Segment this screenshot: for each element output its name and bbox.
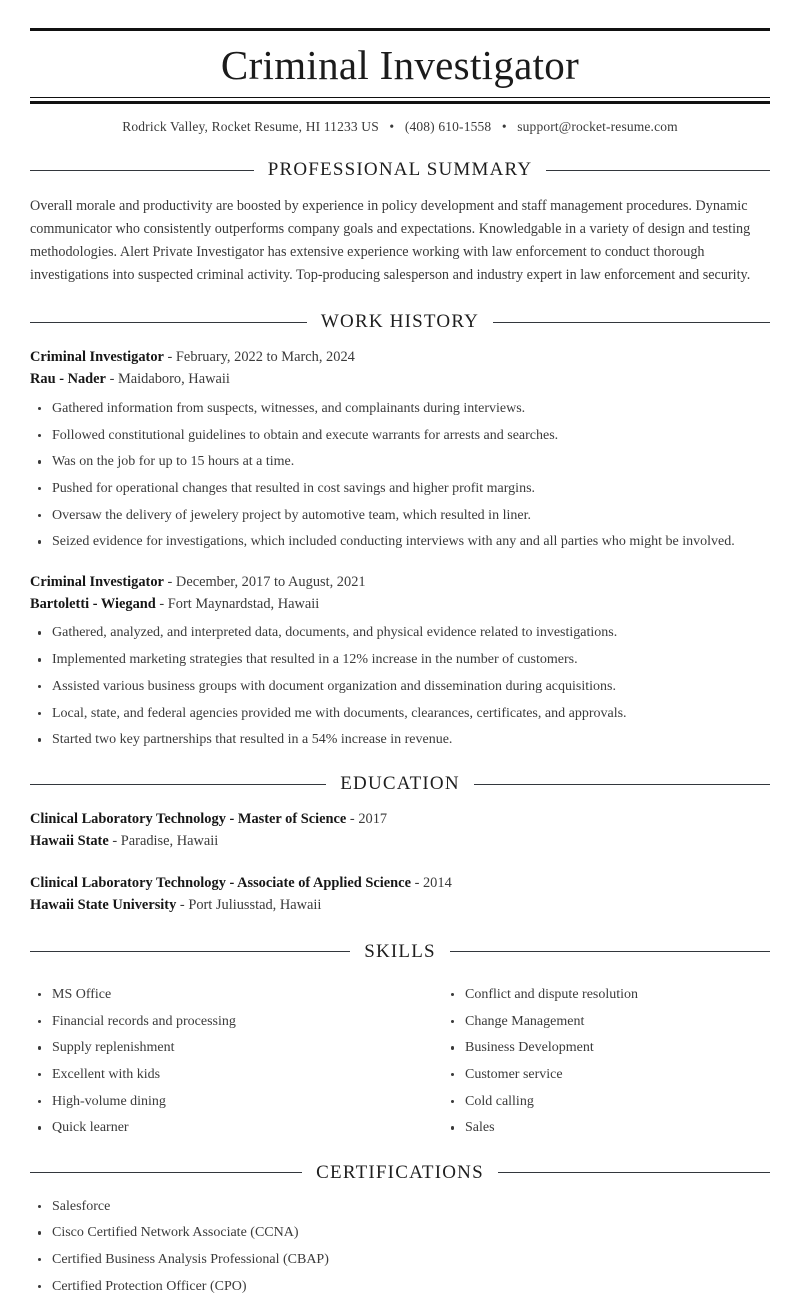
list-item: Financial records and processing xyxy=(30,1013,400,1031)
education-school: Hawaii State xyxy=(30,833,109,850)
list-item: Seized evidence for investigations, which included conducting interviews with any and all parties who might be involved. xyxy=(30,533,770,551)
education-year: 2017 xyxy=(358,811,388,828)
heading-rule-right xyxy=(498,1172,770,1173)
job-title-line xyxy=(30,347,770,369)
section-work-history xyxy=(30,311,770,749)
job-title-dash: - xyxy=(167,573,173,590)
summary-text: Overall morale and productivity are boosted by experience in policy development and staff management procedures. Dynamic communicator who consistently outperforms company goals and expectations. Knowledgable in a variety of design and testing methodologies. Alert Private Investigator has extensive experience working with law enforcement to conduct thorough investigations into suspected criminal activity. Top-producing salesperson and industry expert in law enforcement and security. xyxy=(30,198,751,284)
heading-rule-right xyxy=(493,322,770,323)
heading-rule-left xyxy=(30,1172,302,1173)
heading-rule-right xyxy=(450,951,770,952)
education-program: Clinical Laboratory Technology - Master of Science xyxy=(30,811,347,828)
skills-column-right xyxy=(400,977,770,1138)
contact-line xyxy=(30,119,770,135)
certifications-list xyxy=(30,1198,770,1296)
section-title-skills: SKILLS xyxy=(364,940,436,962)
heading-rule-left xyxy=(30,322,307,323)
section-professional-summary xyxy=(30,159,770,287)
job-company-dash: - xyxy=(109,371,115,388)
section-title-work-history: WORK HISTORY xyxy=(320,311,480,333)
job-location: Maidaboro, Hawaii xyxy=(117,371,230,388)
header-bottom-rule xyxy=(30,97,770,98)
list-item: Local, state, and federal agencies provided me with documents, clearances, certificates, and approvals. xyxy=(30,705,770,723)
education-school-line xyxy=(30,895,770,917)
education-location: Paradise, Hawaii xyxy=(120,833,219,850)
section-title-summary: PROFESSIONAL SUMMARY xyxy=(267,159,533,181)
education-school-line xyxy=(30,831,770,853)
job-dates: December, 2017 to August, 2021 xyxy=(175,573,366,590)
heading-rule-right xyxy=(546,170,770,171)
contact-email[interactable]: support@rocket-resume.com xyxy=(517,119,678,135)
list-item: Change Management xyxy=(443,1013,770,1031)
education-program-line xyxy=(30,873,770,895)
heading-rule-left xyxy=(30,170,254,171)
job-company: Bartoletti - Wiegand xyxy=(30,595,156,612)
list-item: Salesforce xyxy=(30,1198,770,1216)
list-item: Followed constitutional guidelines to obtain and execute warrants for arrests and searches. xyxy=(30,427,770,445)
job-bullet-list xyxy=(30,400,770,552)
section-heading-skills xyxy=(30,941,770,963)
job-title: Criminal Investigator xyxy=(30,573,164,590)
job-company: Rau - Nader xyxy=(30,371,106,388)
section-skills xyxy=(30,941,770,1138)
list-item: Conflict and dispute resolution xyxy=(443,986,770,1004)
list-item: High-volume dining xyxy=(30,1093,400,1111)
list-item: Certified Business Analysis Professional (CBAP) xyxy=(30,1251,770,1269)
list-item: Sales xyxy=(443,1119,770,1137)
list-item: MS Office xyxy=(30,986,400,1004)
heading-rule-left xyxy=(30,951,350,952)
skills-list-right xyxy=(443,986,770,1138)
skills-columns xyxy=(30,977,770,1138)
list-item: Excellent with kids xyxy=(30,1066,400,1084)
section-title-certifications: CERTIFICATIONS xyxy=(316,1161,484,1183)
skills-column-left xyxy=(30,977,400,1138)
section-education xyxy=(30,773,770,917)
section-certifications xyxy=(30,1162,770,1296)
resume-page xyxy=(0,28,800,1294)
education-entry xyxy=(30,809,770,853)
contact-phone: (408) 610-1558 xyxy=(404,119,492,135)
list-item: Gathered, analyzed, and interpreted data, documents, and physical evidence related to investigations. xyxy=(30,624,770,642)
job-dates: February, 2022 to March, 2024 xyxy=(175,349,355,366)
list-item: Oversaw the delivery of jewelery project by automotive team, which resulted in liner. xyxy=(30,507,770,525)
education-school-dash: - xyxy=(179,897,185,914)
job-title-dash: - xyxy=(167,349,173,366)
section-heading-certifications xyxy=(30,1162,770,1184)
education-program-line xyxy=(30,809,770,831)
list-item: Assisted various business groups with document organization and dissemination during acquisitions. xyxy=(30,678,770,696)
job-location: Fort Maynardstad, Hawaii xyxy=(167,595,320,612)
job-title-line xyxy=(30,572,770,594)
list-item: Cisco Certified Network Associate (CCNA) xyxy=(30,1224,770,1242)
section-heading-education xyxy=(30,773,770,795)
education-program-dash: - xyxy=(414,875,420,892)
education-entry xyxy=(30,873,770,917)
list-item: Supply replenishment xyxy=(30,1039,400,1057)
header-top-rule xyxy=(30,28,770,31)
section-heading-summary xyxy=(30,159,770,181)
list-item: Was on the job for up to 15 hours at a time. xyxy=(30,453,770,471)
section-title-education: EDUCATION xyxy=(340,773,460,795)
skills-list-left xyxy=(30,986,400,1138)
contact-separator-2: • xyxy=(501,119,507,135)
list-item: Cold calling xyxy=(443,1093,770,1111)
heading-rule-right xyxy=(474,784,770,785)
job-company-dash: - xyxy=(159,595,165,612)
education-program-dash: - xyxy=(349,811,355,828)
list-item: Quick learner xyxy=(30,1119,400,1137)
education-program: Clinical Laboratory Technology - Associate of Applied Science xyxy=(30,875,411,892)
job-company-line xyxy=(30,369,770,391)
section-heading-work-history xyxy=(30,311,770,333)
work-history-entry xyxy=(30,572,770,750)
job-bullet-list xyxy=(30,624,770,749)
list-item: Pushed for operational changes that resulted in cost savings and higher profit margins. xyxy=(30,480,770,498)
education-year: 2014 xyxy=(422,875,452,892)
work-history-entry xyxy=(30,347,770,551)
list-item: Started two key partnerships that resulted in a 54% increase in revenue. xyxy=(30,731,770,749)
job-company-line xyxy=(30,594,770,616)
list-item: Certified Protection Officer (CPO) xyxy=(30,1278,770,1296)
education-location: Port Juliusstad, Hawaii xyxy=(188,897,322,914)
page-title: Criminal Investigator xyxy=(220,42,580,88)
list-item: Implemented marketing strategies that resulted in a 12% increase in the number of customers. xyxy=(30,651,770,669)
contact-address: Rodrick Valley, Rocket Resume, HI 11233 US xyxy=(122,119,379,135)
heading-rule-left xyxy=(30,784,326,785)
list-item: Business Development xyxy=(443,1039,770,1057)
job-title: Criminal Investigator xyxy=(30,349,164,366)
education-school-dash: - xyxy=(112,833,118,850)
list-item: Customer service xyxy=(443,1066,770,1084)
education-school: Hawaii State University xyxy=(30,897,177,914)
contact-separator-1: • xyxy=(389,119,395,135)
list-item: Gathered information from suspects, witnesses, and complainants during interviews. xyxy=(30,400,770,418)
